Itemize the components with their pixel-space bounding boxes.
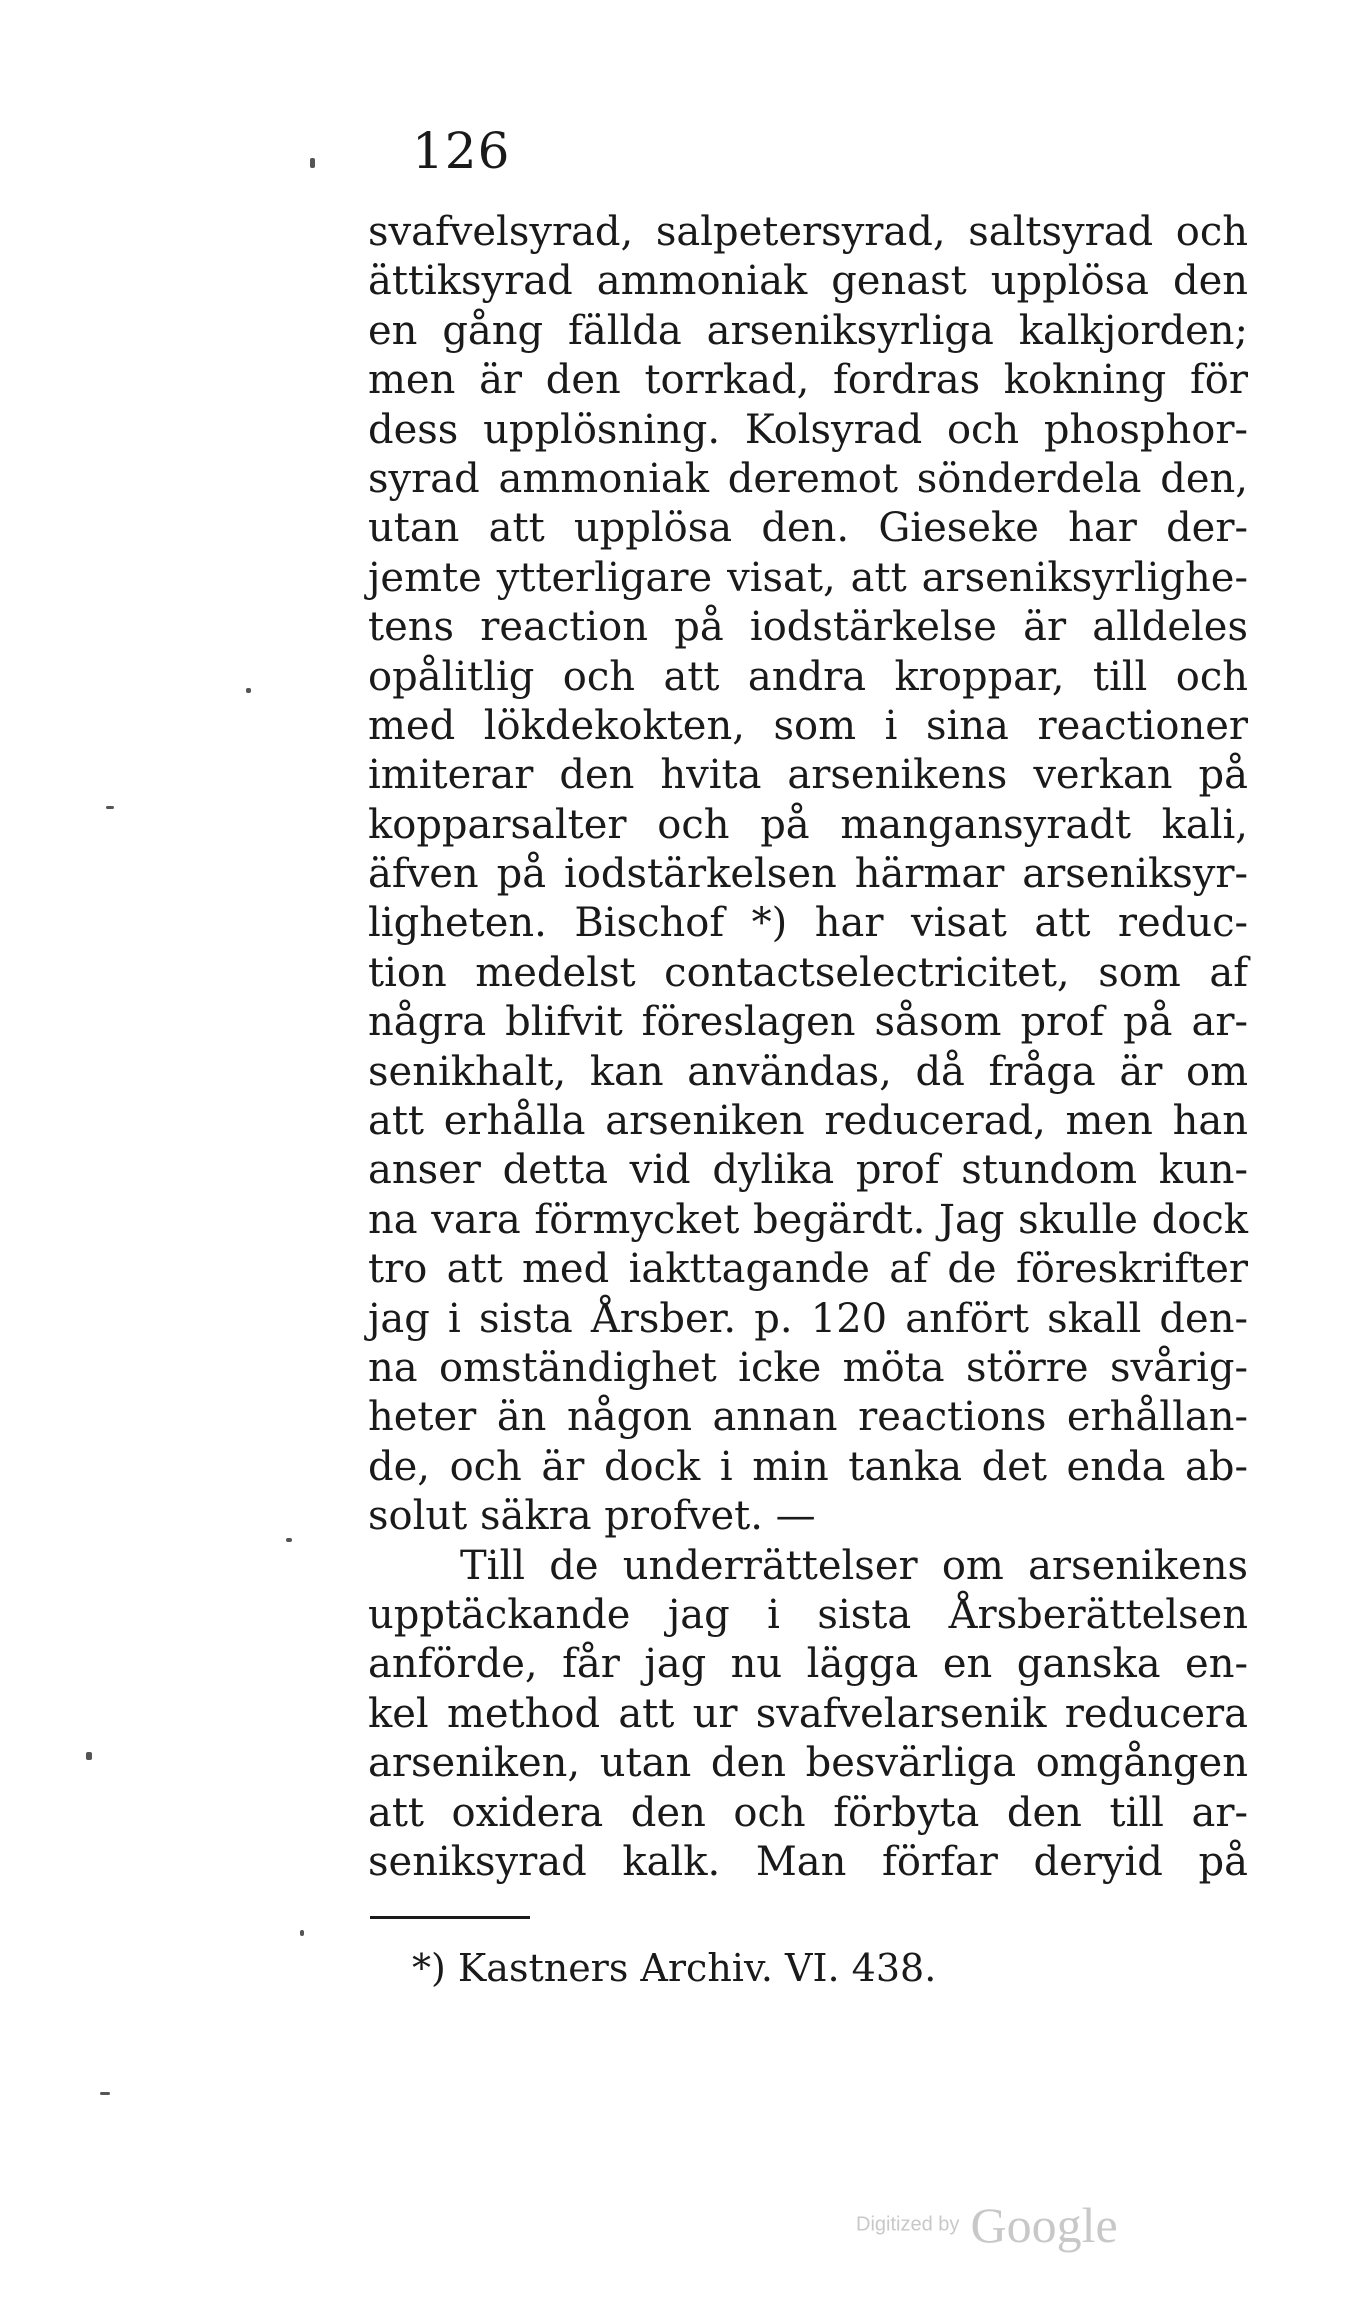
- footnote: *) Kastners Archiv. VI. 438.: [412, 1946, 937, 1990]
- scan-speck: [300, 1930, 304, 1936]
- text-line: syrad ammoniak deremot sönderdela den,: [368, 455, 1248, 502]
- page-number: 126: [412, 122, 511, 180]
- text-line: med lökdekokten, som i sina reactioner: [368, 702, 1248, 749]
- text-line: ättiksyrad ammoniak genast upplösa den: [368, 258, 1248, 305]
- text-line: imiterar den hvita arsenikens verkan på: [368, 752, 1248, 799]
- google-logo: Google: [970, 2197, 1118, 2253]
- text-line: att erhålla arseniken reducerad, men han: [368, 1098, 1248, 1145]
- text-line: opålitlig och att andra kroppar, till och: [368, 653, 1248, 700]
- text-line: några blifvit föreslagen såsom prof på ar-: [368, 999, 1248, 1046]
- text-line: na vara förmycket begärdt. Jag skulle dock: [368, 1196, 1248, 1243]
- text-line: Till de underrättelser om arsenikens: [460, 1542, 1248, 1589]
- digitized-watermark: [856, 2196, 1118, 2254]
- text-line: ligheten. Bischof *) har visat att reduc-: [368, 900, 1248, 947]
- text-line: jag i sista Årsber. p. 120 anfört skall den-: [368, 1295, 1248, 1342]
- watermark-prefix: Digitized by: [856, 2213, 960, 2236]
- scan-speck: [246, 688, 251, 693]
- text-line: de, och är dock i min tanka det enda ab-: [368, 1443, 1248, 1490]
- text-line: men är den torrkad, fordras kokning för: [368, 357, 1248, 404]
- scan-speck: [286, 1538, 292, 1542]
- text-line: anser detta vid dylika prof stundom kun-: [368, 1147, 1248, 1194]
- text-line: anförde, får jag nu lägga en ganska en-: [368, 1641, 1248, 1688]
- text-line: jemte ytterligare visat, att arseniksyrlighe-: [368, 554, 1248, 601]
- text-line: na omständighet icke möta större svårig-: [368, 1344, 1248, 1391]
- footnote-divider: [370, 1916, 530, 1919]
- text-line: tro att med iakttagande af de föreskrifter: [368, 1246, 1248, 1293]
- text-line: tens reaction på iodstärkelse är alldeles: [368, 604, 1248, 651]
- text-line: dess upplösning. Kolsyrad och phosphor-: [368, 406, 1248, 453]
- text-line: senikhalt, kan användas, då fråga är om: [368, 1048, 1248, 1095]
- scan-speck: [100, 2092, 110, 2095]
- text-line: solut säkra profvet. —: [368, 1493, 816, 1540]
- text-line: kopparsalter och på mangansyradt kali,: [368, 801, 1248, 848]
- text-line: en gång fällda arseniksyrliga kalkjorden;: [368, 307, 1248, 354]
- text-line: arseniken, utan den besvärliga omgången: [368, 1740, 1248, 1787]
- text-line: svafvelsyrad, salpetersyrad, saltsyrad och: [368, 209, 1248, 255]
- text-line: äfven på iodstärkelsen härmar arseniksyr-: [368, 851, 1248, 898]
- text-line: seniksyrad kalk. Man förfar deryid på: [368, 1838, 1248, 1885]
- text-line: kel method att ur svafvelarsenik reducera: [368, 1690, 1248, 1737]
- scan-speck: [106, 806, 114, 809]
- text-line: att oxidera den och förbyta den till ar-: [368, 1789, 1248, 1836]
- scan-speck: [86, 1752, 92, 1760]
- text-line: utan att upplösa den. Gieseke har der-: [368, 505, 1248, 552]
- text-line: upptäckande jag i sista Årsberättelsen: [368, 1591, 1248, 1638]
- body-text: [368, 208, 1248, 1887]
- text-line: heter än någon annan reactions erhållan-: [368, 1394, 1248, 1441]
- scan-speck: [310, 158, 315, 168]
- text-line: tion medelst contactselectricitet, som af: [368, 949, 1248, 996]
